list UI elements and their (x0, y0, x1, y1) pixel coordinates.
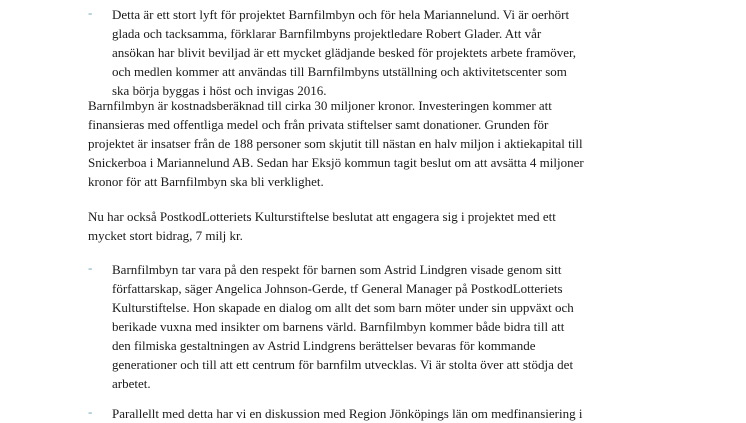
text-line: Parallellt med detta har vi en diskussion med Region Jönköpings län om medfinansiering i (112, 406, 583, 421)
quote-bullet-glader (88, 5, 658, 100)
bullet-marker: - (88, 260, 93, 275)
quote-bullet-johnson-gerde (88, 260, 658, 393)
bullet-marker: - (88, 404, 93, 419)
text-line: projektet är insatser från de 188 personer som skjutit till nästan en halv miljon i aktiekapital till (88, 136, 583, 151)
text-line: Barnfilmbyn tar vara på den respekt för barnen som Astrid Lindgren visade genom sitt (112, 262, 562, 277)
text-line: Barnfilmbyn är kostnadsberäknad till cirka 30 miljoner kronor. Investeringen kommer att (88, 98, 552, 113)
text-line: Detta är ett stort lyft för projektet Barnfilmbyn och för hela Mariannelund. Vi är oerhört (112, 7, 570, 22)
text-line: den filmiska gestaltningen av Astrid Lindgrens berättelser bevaras för kommande (112, 338, 536, 353)
text-line: generationer och till att ett centrum för barnfilm utvecklas. Vi är stolta över att stödja det (112, 357, 574, 372)
text-line: berikade vuxna med insikter om barnens värld. Barnfilmbyn kommer både bidra till att (112, 319, 565, 334)
text-line: författarskap, säger Angelica Johnson-Gerde, tf General Manager på PostkodLotteriets (112, 281, 563, 296)
text-line: Nu har också PostkodLotteriets Kulturstiftelse beslutat att engagera sig i projektet med ett (88, 209, 556, 224)
text-line: ansökan har blivit beviljad är ett mycket glädjande besked för projektets arbete framöver, (112, 45, 577, 60)
paragraph-financing (88, 96, 658, 191)
text-line: och medlen kommer att användas till Barnfilmbyns utställning och aktivitetscenter som (112, 64, 567, 79)
text-line: mycket stort bidrag, 7 milj kr. (88, 228, 243, 243)
bullet-marker: - (88, 5, 93, 20)
text-line: glada och tacksamma, förklarar Barnfilmbyns projektledare Robert Glader. Att vår (112, 26, 542, 41)
text-line: kronor för att Barnfilmbyn ska bli verklighet. (88, 174, 324, 189)
text-line: Snickerboa i Mariannelund AB. Sedan har Eksjö kommun tagit beslut om att avsätta 4 miljoner (88, 155, 584, 170)
text-line: finansieras med offentliga medel och från privata stiftelser samt donationer. Grunden för (88, 117, 549, 132)
text-line: arbetet. (112, 376, 151, 391)
text-line: ska börja byggas i höst och invigas 2016. (112, 83, 327, 98)
quote-bullet-region (88, 404, 658, 423)
text-line: Kulturstiftelse. Hon skapade en dialog om allt det som barn möter under sin uppväxt och (112, 300, 574, 315)
paragraph-postkodlotteriet (88, 207, 658, 245)
